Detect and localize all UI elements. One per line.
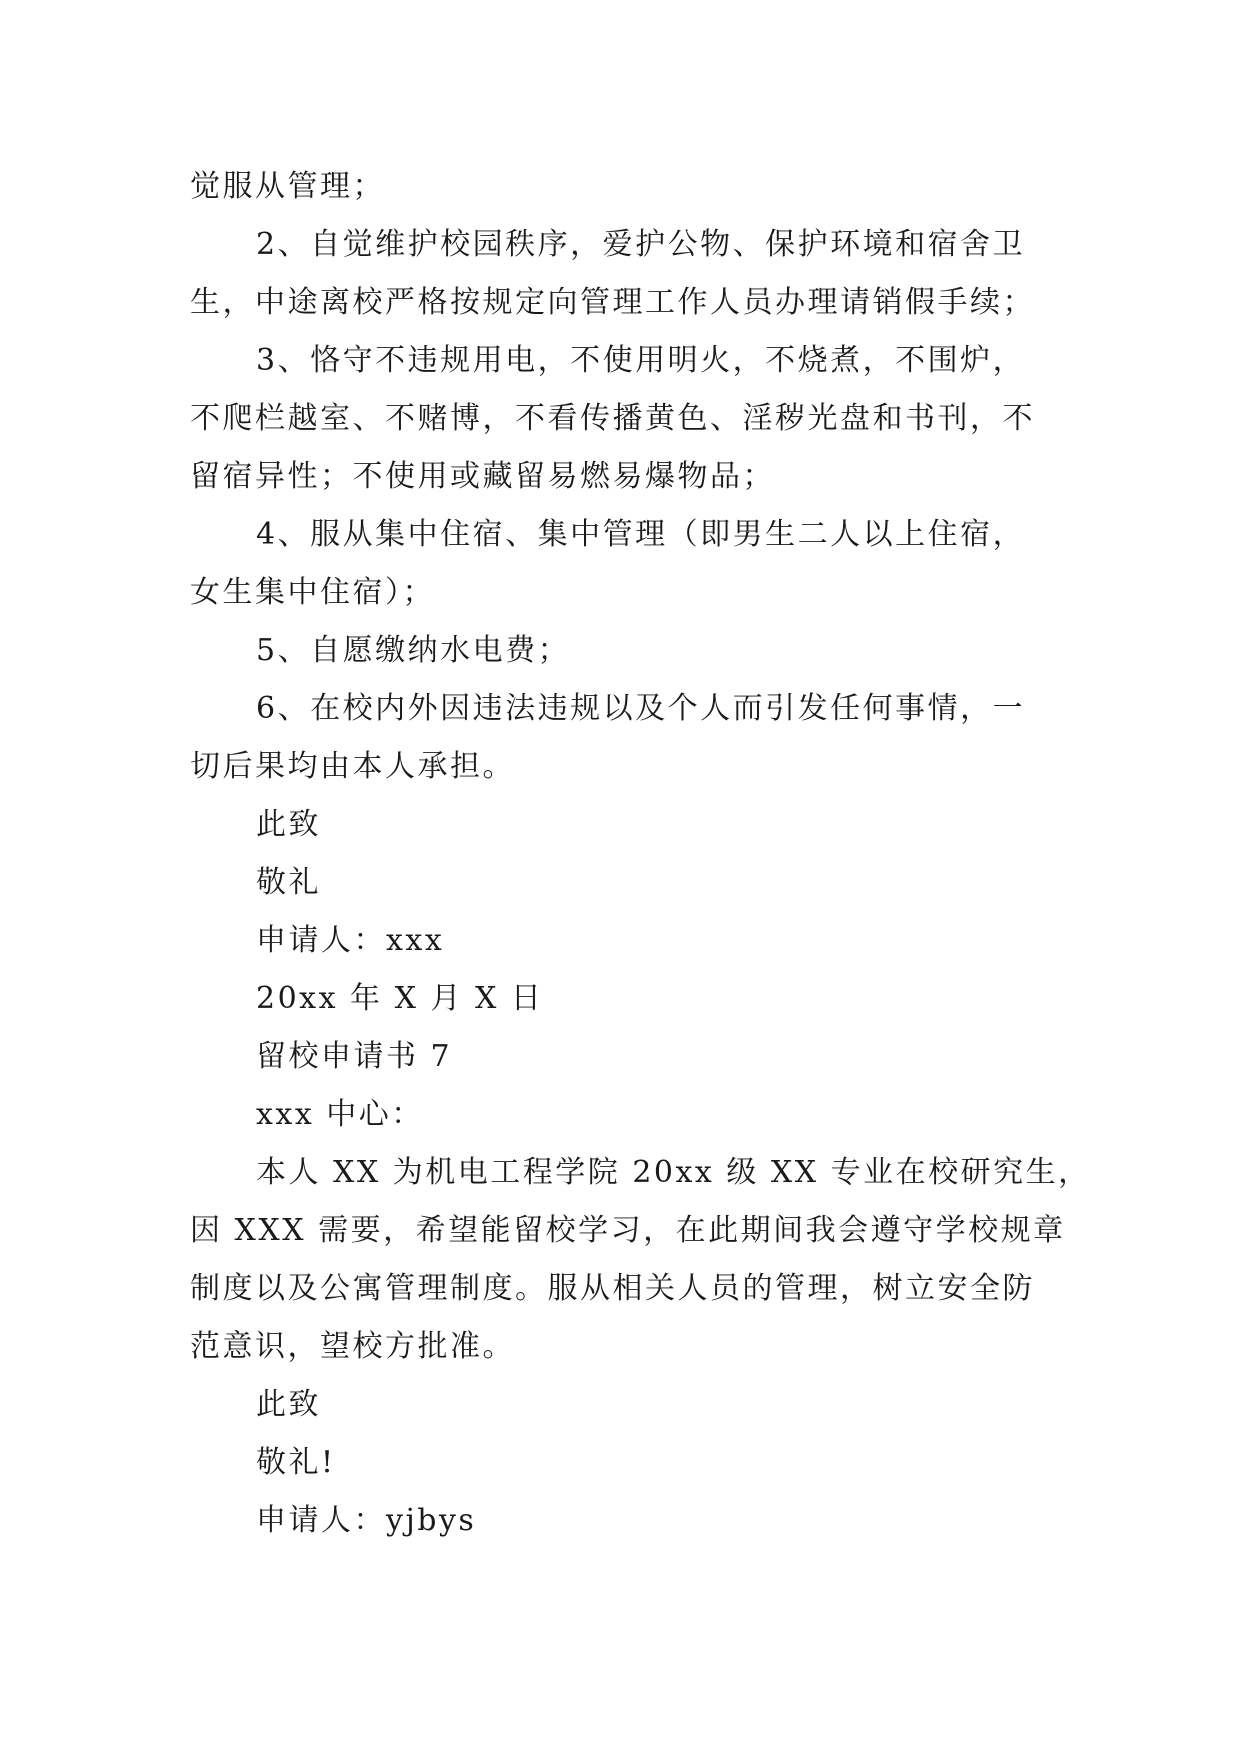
text-line: 觉服从管理； [190, 169, 385, 204]
applicant-line: 申请人：xxx [256, 923, 445, 958]
text-line: 3、恪守不违规用电，不使用明火，不烧煮，不围炉， [256, 343, 1026, 378]
text-line: 2、自觉维护校园秩序，爱护公物、保护环境和宿舍卫 [256, 227, 1026, 262]
section-title: 留校申请书 7 [256, 1039, 453, 1074]
text-line: 因 XXX 需要，希望能留校学习，在此期间我会遵守学校规章 [190, 1213, 1066, 1248]
document-body [190, 158, 1091, 1550]
text-line: 生，中途离校严格按规定向管理工作人员办理请销假手续； [190, 285, 1035, 320]
text-line: 5、自愿缴纳水电费； [256, 633, 571, 668]
closing-line: 敬礼! [256, 1445, 336, 1480]
text-line: 制度以及公寓管理制度。服从相关人员的管理，树立安全防 [190, 1271, 1035, 1306]
text-line: 本人 XX 为机电工程学院 20xx 级 XX 专业在校研究生， [256, 1155, 1091, 1190]
text-line: 4、服从集中住宿、集中管理（即男生二人以上住宿， [256, 517, 1026, 552]
recipient-line: xxx 中心： [256, 1097, 424, 1132]
text-line: 切后果均由本人承担。 [190, 749, 515, 784]
date-line: 20xx 年 X 月 X 日 [256, 981, 544, 1016]
text-line: 范意识，望校方批准。 [190, 1329, 515, 1364]
closing-line: 敬礼 [256, 865, 321, 900]
text-line: 6、在校内外因违法违规以及个人而引发任何事情，一 [256, 691, 1026, 726]
text-line: 不爬栏越室、不赌博，不看传播黄色、淫秽光盘和书刊，不 [190, 401, 1035, 436]
text-line: 留宿异性；不使用或藏留易燃易爆物品； [190, 459, 775, 494]
salutation-line: 此致 [256, 1387, 321, 1422]
text-line: 女生集中住宿）； [190, 575, 435, 610]
salutation-line: 此致 [256, 807, 321, 842]
applicant-line: 申请人：yjbys [256, 1503, 477, 1538]
